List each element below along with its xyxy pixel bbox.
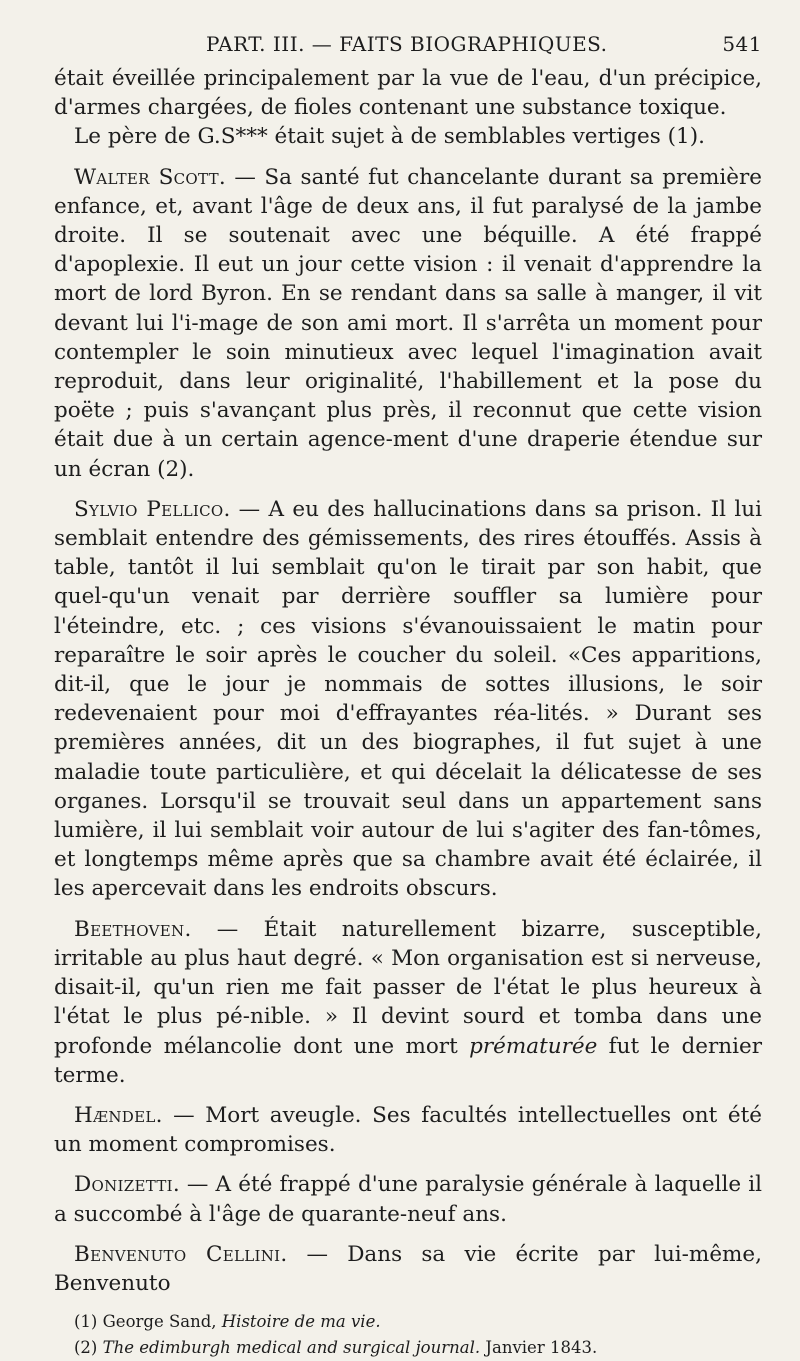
entry-text: . — Mort aveugle. Ses facultés intellectuelles ont été un moment compromises. xyxy=(54,1102,762,1158)
entry-text: . — Était naturellement bizarre, susceptible, irritable au plus haut degré. « Mon organisation est si nerveuse, disait-il, qu'un rien me fait passer de l'état le plus heureux à l'état le plus pé-nible. » Il devint sourd et tomba dans une profonde mélancolie dont une mort xyxy=(54,916,762,1059)
entry-text: . — Dans sa vie écrite par lui-même, Benvenuto xyxy=(54,1241,762,1296)
entry-donizetti xyxy=(54,1170,762,1228)
running-head: PART. III. — FAITS BIOGRAPHIQUES. xyxy=(206,32,608,56)
footnote-1 xyxy=(74,1309,762,1335)
footnote-mark: (2) xyxy=(74,1338,98,1358)
entry-text-end: fut le dernier terme. xyxy=(54,1033,762,1088)
footnote-2 xyxy=(74,1335,762,1361)
footnote-mark: (1) xyxy=(74,1312,98,1332)
page-number: 541 xyxy=(722,32,762,56)
entry-text: . — Sa santé fut chancelante durant sa première enfance, et, avant l'âge de deux ans, il fut paralysé de la jambe droite. Il se soutenait avec une béquille. A été frappé d'apoplexie. Il eut un jour cette vision : il venait d'apprendre la mort de lord Byron. En se rendant dans sa salle à manger, il vit devant lui l'i-mage de son ami mort. Il s'arrêta un moment pour contempler le soin minutieux avec lequel l'imagination avait reproduit, dans leur originalité, l'habillement et la pose du poëte ; puis s'avançant plus près, il reconnut que cette vision était due à un certain agence-ment d'une draperie étendue sur un écran (2). xyxy=(54,164,762,482)
entry-name: Donizetti xyxy=(74,1172,173,1198)
entry-text: . — A été frappé d'une paralysie générale à laquelle il a succombé à l'âge de quarante-neuf ans. xyxy=(54,1172,762,1227)
entry-beethoven xyxy=(54,915,762,1090)
footnotes xyxy=(54,1309,762,1361)
entry-text: . — A eu des hallucinations dans sa prison. Il lui semblait entendre des gémissements, des rires étouffés. Assis à table, tantôt il lui semblait qu'on le tirait par son habit, que quel-qu'un venait par derrière souffler sa lumière pour l'éteindre, etc. ; ces visions s'évanouissaient le matin pour reparaître le soir après le coucher du soleil. «Ces apparitions, dit-il, que le jour je nommais de sottes illusions, le soir redevenaient pour moi d'effrayantes réa-lités. » Durant ses premières années, dit un des biographes, il fut sujet à une maladie toute particulière, et qui décelait la délicatesse de ses organes. Lorsqu'il se trouvait seul dans un appartement sans lumière, il lui semblait voir autour de lui s'agiter des fan-tômes, et longtemps même après que sa chambre avait été éclairée, il les apercevait dans les endroits obscurs. xyxy=(54,496,762,902)
footnote-date: Janvier 1843. xyxy=(485,1338,598,1358)
lead-line-2: d'armes chargées, de fioles contenant une substance toxique. xyxy=(54,95,727,121)
father-vertigo-line: Le père de G.S*** était sujet à de semblables vertiges (1). xyxy=(74,124,705,150)
entry-emphasis: prématurée xyxy=(469,1033,598,1059)
continued-paragraph xyxy=(54,64,762,122)
page-body xyxy=(54,64,762,1298)
footnote-title: The edimburgh medical and surgical journal. xyxy=(102,1338,481,1358)
entry-haendel xyxy=(54,1101,762,1159)
entry-name: Beethoven xyxy=(74,916,185,942)
footnote-author: George Sand, xyxy=(102,1312,217,1332)
entry-benvenuto-cellini xyxy=(54,1240,762,1298)
entry-sylvio-pellico xyxy=(54,495,762,904)
footnote-title: Histoire de ma vie. xyxy=(221,1312,381,1332)
entry-walter-scott xyxy=(54,163,762,484)
entry-name: Benvenuto Cellini xyxy=(74,1241,281,1267)
entry-name: Sylvio Pellico xyxy=(74,496,224,522)
lead-line-1: était éveillée principalement par la vue de l'eau, d'un précipice, xyxy=(54,66,762,91)
entry-name: Walter Scott xyxy=(74,164,219,190)
page-header xyxy=(54,32,762,64)
entry-name: Hændel xyxy=(74,1102,156,1128)
